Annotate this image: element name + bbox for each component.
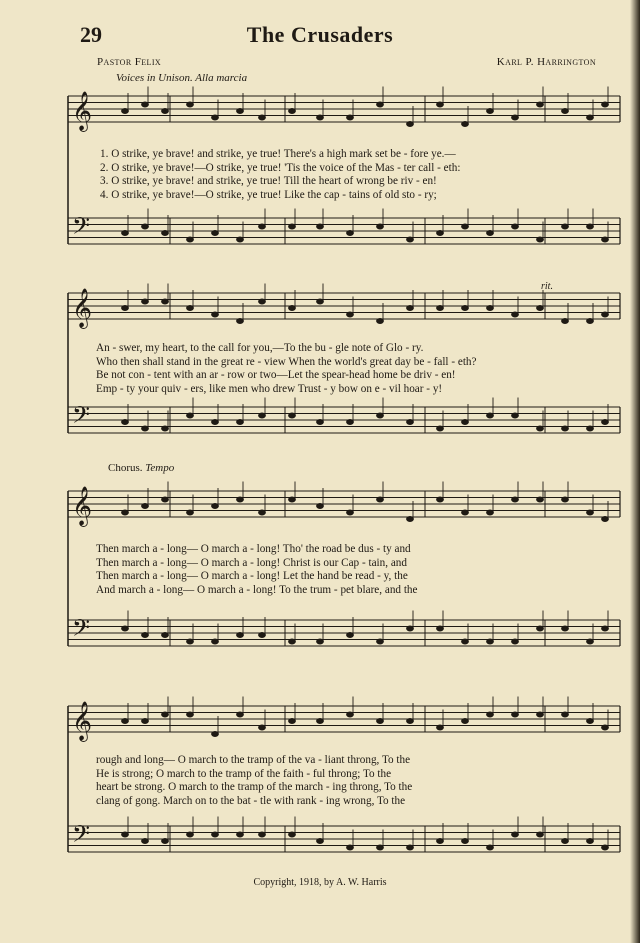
- copyright-notice: Copyright, 1918, by A. W. Harris: [253, 877, 387, 888]
- notehead: [317, 719, 324, 724]
- notehead: [407, 719, 414, 724]
- notehead: [562, 319, 569, 324]
- lyric-line: 4. O strike, ye brave!—O strike, ye true! Like the cap - tains of old sto - ry;: [100, 188, 437, 201]
- clef-glyph: 𝄢: [72, 614, 91, 647]
- notehead: [437, 306, 444, 311]
- page-edge-shadow: [630, 0, 640, 943]
- notehead: [289, 832, 296, 837]
- ritardando-mark: rit.: [541, 281, 553, 292]
- notehead: [462, 122, 469, 127]
- notehead: [212, 115, 219, 120]
- notehead: [437, 497, 444, 502]
- lyric-line: Then march a - long— O march a - long! Tho' the road be dus - ty and: [96, 543, 411, 555]
- notehead: [487, 306, 494, 311]
- lyric-line: Emp - ty your quiv - ers, like men who drew Trust - y bow on e - vil hoar - y!: [96, 382, 443, 395]
- notehead: [487, 231, 494, 236]
- notehead: [289, 639, 296, 644]
- notehead: [237, 420, 244, 425]
- notehead: [587, 224, 594, 229]
- lyric-line: An - swer, my heart, to the call for you,—To the bu - gle note of Glo - ry.: [96, 342, 424, 354]
- system-3-lyrics: [96, 543, 417, 597]
- notehead: [289, 109, 296, 114]
- notehead: [587, 115, 594, 120]
- notehead: [237, 319, 244, 324]
- notehead: [587, 510, 594, 515]
- notehead: [512, 639, 519, 644]
- notehead: [237, 832, 244, 837]
- notehead: [537, 426, 544, 431]
- notehead: [347, 510, 354, 515]
- notehead: [512, 832, 519, 837]
- notehead: [377, 319, 384, 324]
- notehead: [212, 732, 219, 737]
- notehead: [317, 839, 324, 844]
- lyric-line: Be not con - tent with an ar - row or two—Let the spear-head home be driv - en!: [96, 369, 456, 381]
- lyric-line: clang of gong. March on to the bat - tle with rank - ing wrong, To the: [96, 794, 406, 807]
- notehead: [437, 626, 444, 631]
- performance-note: Voices in Unison. Alla marcia: [116, 72, 248, 84]
- notehead: [462, 639, 469, 644]
- clef-glyph: 𝄞: [72, 486, 93, 526]
- notehead: [237, 109, 244, 114]
- notehead: [437, 839, 444, 844]
- notehead: [512, 712, 519, 717]
- notehead: [537, 306, 544, 311]
- notehead: [487, 845, 494, 850]
- notehead: [142, 633, 149, 638]
- notehead: [162, 633, 169, 638]
- notehead: [162, 839, 169, 844]
- notehead: [212, 832, 219, 837]
- notehead: [602, 845, 609, 850]
- lyric-line: Then march a - long— O march a - long! Christ is our Cap - tain, and: [96, 556, 407, 569]
- notehead: [377, 497, 384, 502]
- notehead: [562, 626, 569, 631]
- notehead: [237, 712, 244, 717]
- notehead: [317, 299, 324, 304]
- lyric-line: 2. O strike, ye brave!—O strike, ye true! 'Tis the voice of the Mas - ter call - eth:: [100, 161, 461, 174]
- notehead: [187, 639, 194, 644]
- notehead: [237, 633, 244, 638]
- notehead: [437, 725, 444, 730]
- notehead: [587, 319, 594, 324]
- notehead: [317, 420, 324, 425]
- notehead: [377, 719, 384, 724]
- notehead: [512, 312, 519, 317]
- notehead: [237, 237, 244, 242]
- lyric-line: He is strong; O march to the tramp of the faith - ful throng; To the: [96, 767, 392, 780]
- notehead: [537, 832, 544, 837]
- notehead: [347, 312, 354, 317]
- notehead: [537, 497, 544, 502]
- notehead: [437, 102, 444, 107]
- notehead: [587, 719, 594, 724]
- system-2-lyrics: [96, 342, 477, 396]
- notehead: [407, 420, 414, 425]
- notehead: [142, 224, 149, 229]
- notehead: [347, 845, 354, 850]
- notehead: [512, 497, 519, 502]
- notehead: [187, 712, 194, 717]
- notehead: [187, 102, 194, 107]
- notehead: [237, 497, 244, 502]
- lyric-line: 1. O strike, ye brave! and strike, ye true! There's a high mark set be - fore ye.—: [100, 148, 456, 160]
- notehead: [259, 832, 266, 837]
- notehead: [289, 497, 296, 502]
- notehead: [377, 845, 384, 850]
- notehead: [142, 504, 149, 509]
- notehead: [162, 299, 169, 304]
- notehead: [537, 102, 544, 107]
- notehead: [142, 102, 149, 107]
- notehead: [212, 420, 219, 425]
- notehead: [407, 845, 414, 850]
- lyric-line: And march a - long— O march a - long! To the trum - pet blare, and the: [96, 583, 418, 596]
- notehead: [122, 231, 129, 236]
- lyric-line: heart be strong. O march to the tramp of the march - ing throng, To the: [96, 781, 413, 793]
- notehead: [562, 426, 569, 431]
- notehead: [602, 237, 609, 242]
- notehead: [562, 224, 569, 229]
- notehead: [162, 497, 169, 502]
- notehead: [142, 426, 149, 431]
- lyric-line: Then march a - long— O march a - long! Let the hand be read - y, the: [96, 570, 408, 582]
- notehead: [537, 712, 544, 717]
- notehead: [122, 510, 129, 515]
- notehead: [587, 839, 594, 844]
- notehead: [377, 102, 384, 107]
- notehead: [162, 231, 169, 236]
- notehead: [187, 413, 194, 418]
- notehead: [487, 510, 494, 515]
- system-1-lyrics: [100, 148, 460, 202]
- notehead: [562, 839, 569, 844]
- lyric-line: rough and long— O march to the tramp of the va - liant throng, To the: [96, 754, 411, 766]
- notehead: [259, 115, 266, 120]
- notehead: [259, 725, 266, 730]
- notehead: [212, 312, 219, 317]
- notehead: [377, 224, 384, 229]
- notehead: [212, 504, 219, 509]
- notehead: [289, 306, 296, 311]
- notehead: [347, 633, 354, 638]
- notehead: [212, 639, 219, 644]
- notehead: [162, 426, 169, 431]
- notehead: [289, 224, 296, 229]
- notehead: [602, 725, 609, 730]
- notehead: [562, 109, 569, 114]
- notehead: [437, 231, 444, 236]
- lyricist-credit: Pastor Felix: [97, 56, 162, 68]
- notehead: [462, 839, 469, 844]
- lyric-line: 3. O strike, ye brave! and strike, ye true! Till the heart of wrong be riv - en!: [100, 175, 437, 187]
- notehead: [377, 639, 384, 644]
- notehead: [537, 626, 544, 631]
- notehead: [142, 719, 149, 724]
- notehead: [602, 102, 609, 107]
- clef-glyph: 𝄞: [72, 91, 93, 131]
- notehead: [122, 306, 129, 311]
- notehead: [602, 420, 609, 425]
- notehead: [462, 306, 469, 311]
- notehead: [487, 413, 494, 418]
- notehead: [377, 413, 384, 418]
- notehead: [537, 237, 544, 242]
- notehead: [462, 420, 469, 425]
- clef-glyph: 𝄢: [72, 820, 91, 853]
- notehead: [162, 712, 169, 717]
- notehead: [407, 306, 414, 311]
- notehead: [259, 633, 266, 638]
- notehead: [162, 109, 169, 114]
- notehead: [587, 639, 594, 644]
- notehead: [562, 712, 569, 717]
- notehead: [212, 231, 219, 236]
- clef-glyph: 𝄢: [72, 401, 91, 434]
- notehead: [487, 639, 494, 644]
- notehead: [512, 224, 519, 229]
- notehead: [602, 517, 609, 522]
- clef-glyph: 𝄞: [72, 701, 93, 741]
- notehead: [437, 426, 444, 431]
- chorus-word: Chorus.: [108, 462, 143, 474]
- notehead: [602, 312, 609, 317]
- notehead: [512, 115, 519, 120]
- tempo-word: Tempo: [145, 462, 175, 474]
- notehead: [122, 420, 129, 425]
- notehead: [289, 413, 296, 418]
- notehead: [122, 109, 129, 114]
- notehead: [347, 231, 354, 236]
- notehead: [259, 413, 266, 418]
- notehead: [122, 832, 129, 837]
- notehead: [462, 224, 469, 229]
- notehead: [407, 626, 414, 631]
- notehead: [122, 719, 129, 724]
- notehead: [407, 517, 414, 522]
- notehead: [122, 626, 129, 631]
- notehead: [142, 299, 149, 304]
- notehead: [289, 719, 296, 724]
- notehead: [487, 109, 494, 114]
- notehead: [512, 413, 519, 418]
- notehead: [562, 497, 569, 502]
- notehead: [347, 712, 354, 717]
- clef-glyph: 𝄢: [72, 212, 91, 245]
- notehead: [317, 639, 324, 644]
- lyric-line: Who then shall stand in the great re - view When the world's great day be - fall - eth?: [96, 355, 477, 368]
- notehead: [187, 510, 194, 515]
- system-4-lyrics: [96, 754, 412, 808]
- notehead: [462, 719, 469, 724]
- composer-credit: Karl P. Harrington: [496, 56, 596, 68]
- notehead: [187, 306, 194, 311]
- notehead: [487, 712, 494, 717]
- hymn-title: The Crusaders: [246, 22, 394, 47]
- notehead: [317, 115, 324, 120]
- notehead: [407, 237, 414, 242]
- notehead: [317, 224, 324, 229]
- page-number: 29: [80, 22, 102, 47]
- notehead: [317, 504, 324, 509]
- clef-glyph: 𝄞: [72, 288, 93, 328]
- notehead: [259, 224, 266, 229]
- notehead: [602, 626, 609, 631]
- notehead: [462, 510, 469, 515]
- notehead: [187, 237, 194, 242]
- notehead: [259, 299, 266, 304]
- notehead: [347, 115, 354, 120]
- notehead: [407, 122, 414, 127]
- notehead: [259, 510, 266, 515]
- notehead: [347, 420, 354, 425]
- notehead: [187, 832, 194, 837]
- notehead: [587, 426, 594, 431]
- notehead: [142, 839, 149, 844]
- chorus-label: [108, 462, 174, 474]
